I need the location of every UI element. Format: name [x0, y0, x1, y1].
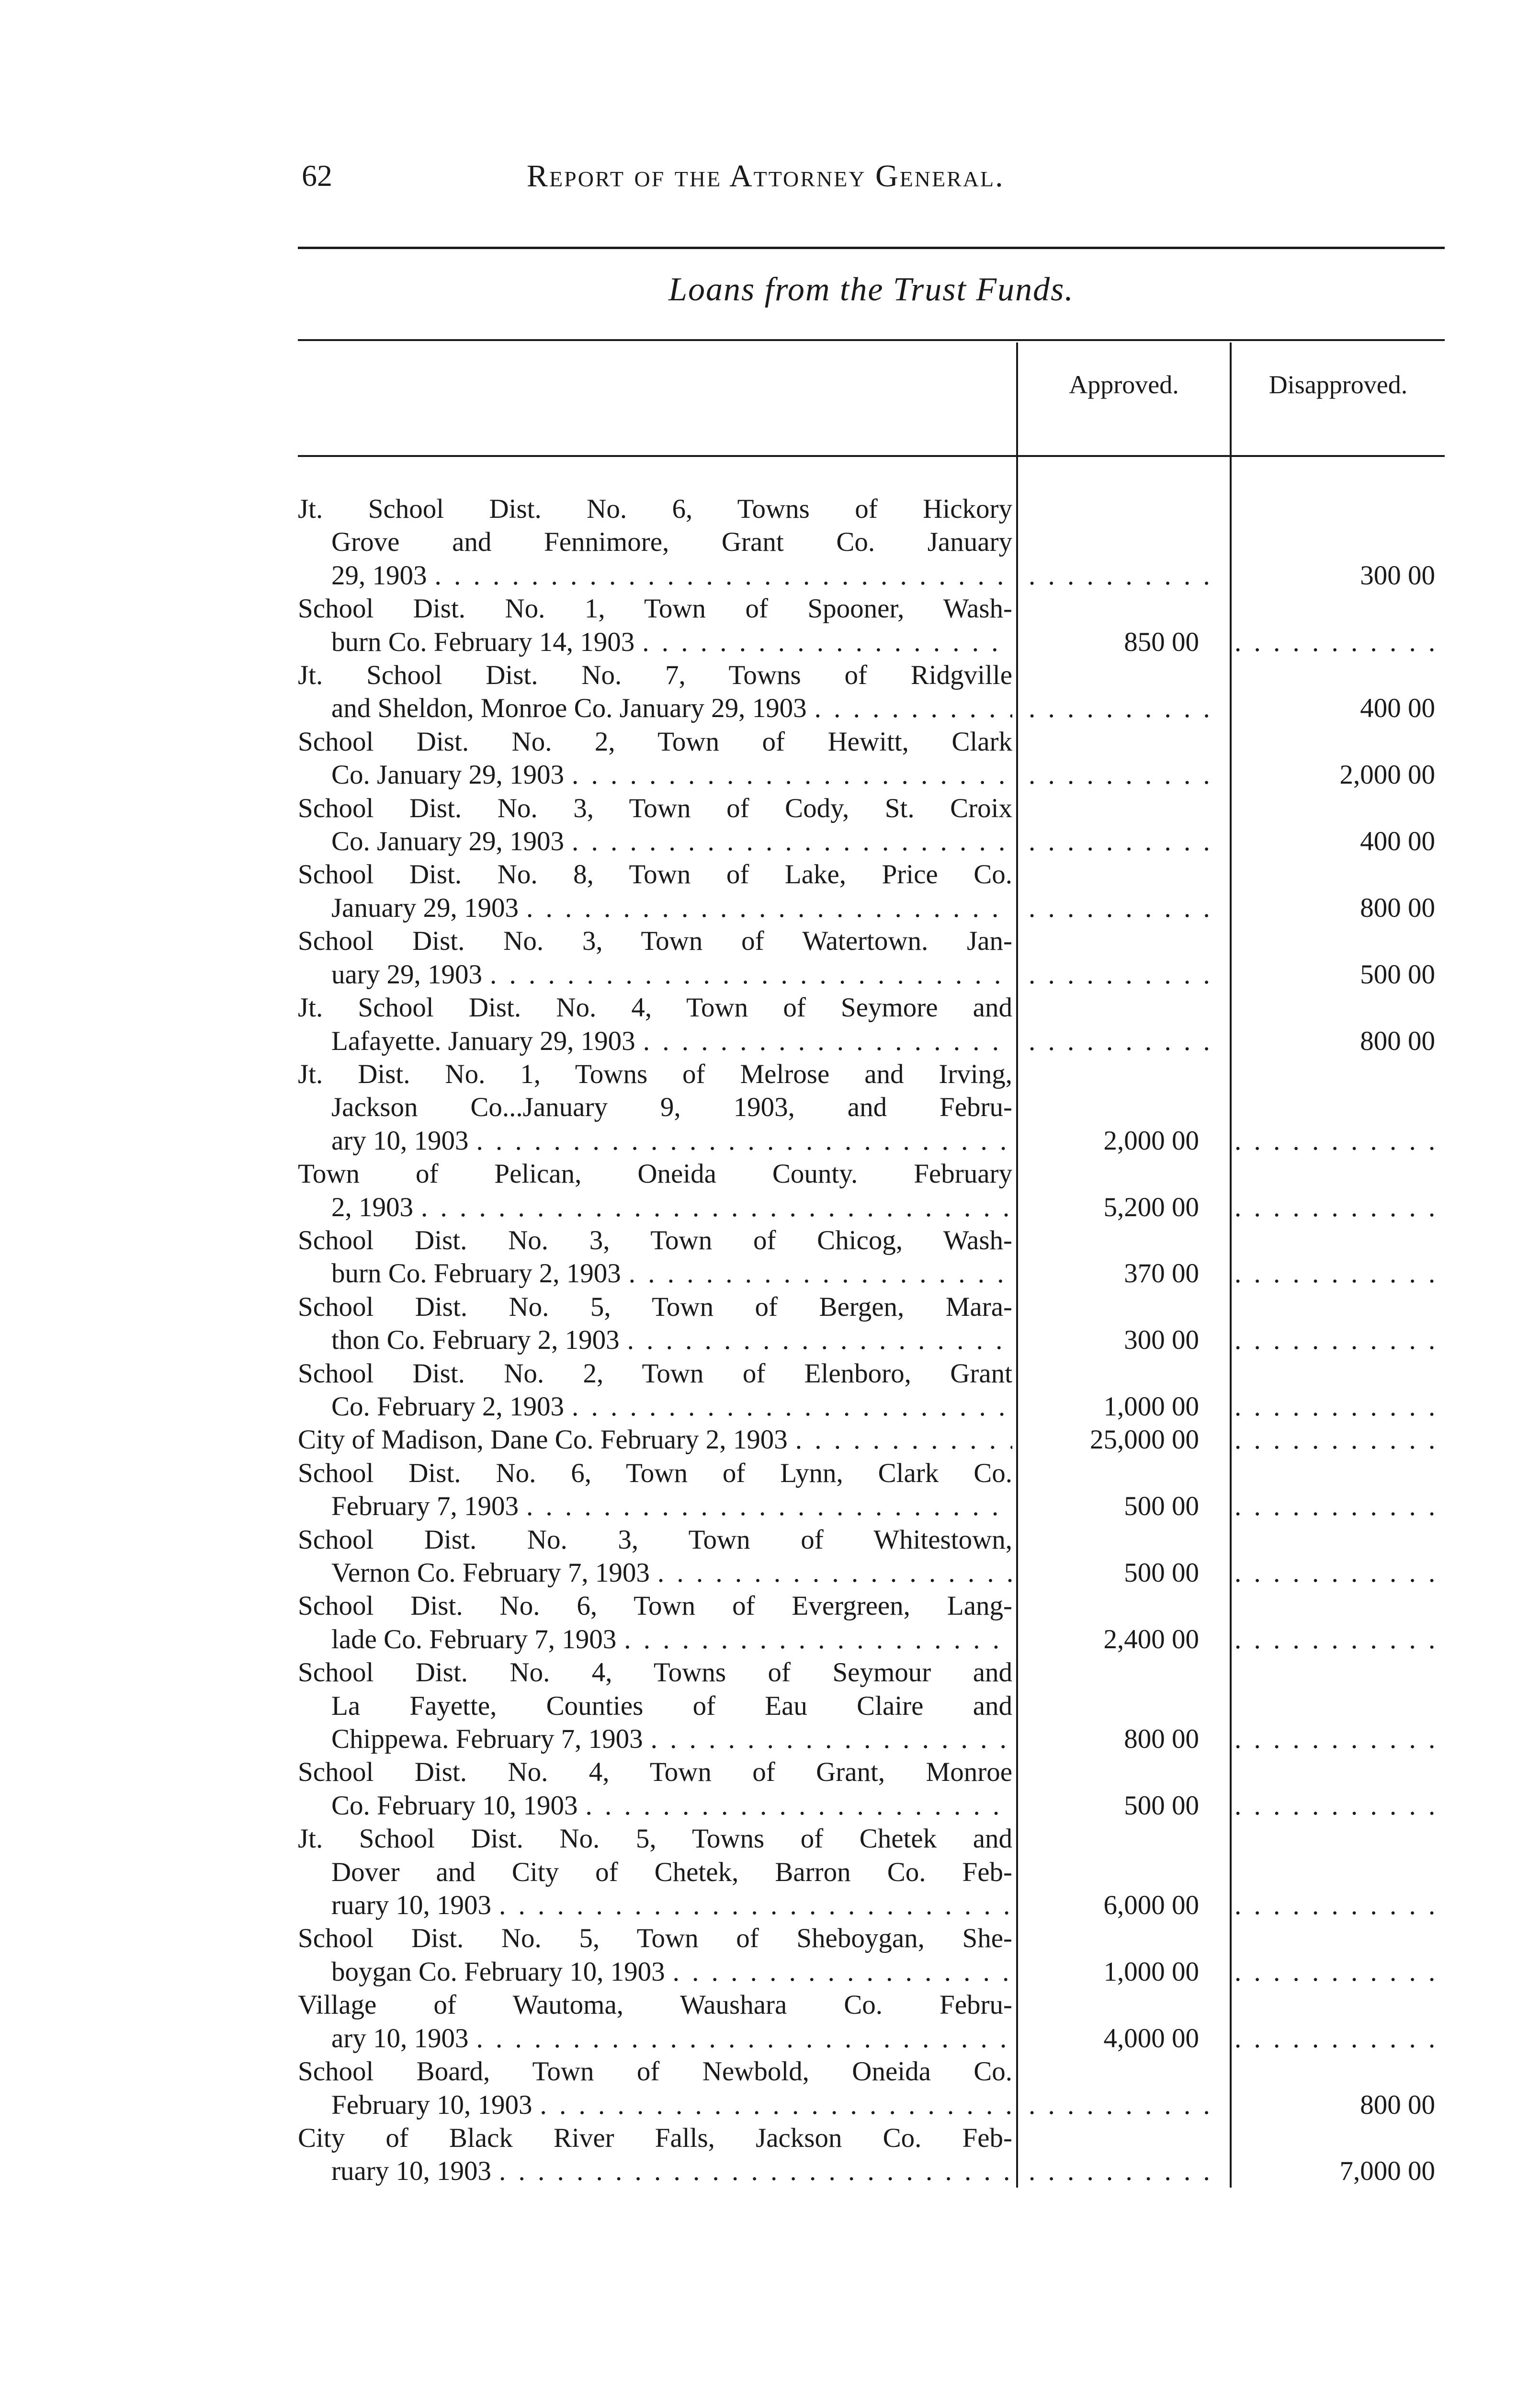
- disapproved-amount: 7,000 00: [1339, 2156, 1435, 2187]
- leader-dots: [635, 1025, 1012, 1058]
- entry-line-text: boygan Co. February 10, 1903: [331, 1956, 665, 1987]
- leader-dots: [621, 1257, 1012, 1290]
- entry-line: [298, 758, 1012, 791]
- entry-line-text: Co. January 29, 1903: [331, 760, 565, 790]
- entry-line: [298, 1955, 1012, 1988]
- leader-dots: [532, 2088, 1012, 2121]
- entry-line: School Dist. No. 3, Town of Watertown. Jan-: [298, 926, 1012, 957]
- entry-line: [298, 1257, 1012, 1290]
- approved-amount: [1016, 825, 1222, 858]
- entry-line: [298, 1191, 1012, 1224]
- entry-description: [298, 2121, 1016, 2188]
- table-row: [298, 858, 1445, 924]
- leader-dots: [564, 758, 1012, 791]
- approved-amount: 500 00: [1124, 1790, 1199, 1821]
- leader-dots: [469, 2022, 1012, 2055]
- entry-line: [298, 825, 1012, 858]
- entry-line-text: Lafayette. January 29, 1903: [331, 1026, 635, 1056]
- entry-line: [298, 559, 1012, 592]
- entry-line: School Dist. No. 1, Town of Spooner, Wash-: [298, 593, 1012, 624]
- entry-line: [298, 1025, 1012, 1058]
- entry-description: [298, 1058, 1016, 1157]
- header-bottom-rule: [298, 455, 1445, 457]
- approved-amount: 800 00: [1124, 1724, 1199, 1755]
- table-row: [298, 1157, 1445, 1224]
- table-row: [298, 792, 1445, 858]
- table-row: [298, 1290, 1445, 1357]
- entry-line: School Dist. No. 5, Town of Bergen, Mara-: [298, 1291, 1012, 1322]
- table-row: [298, 924, 1445, 991]
- entry-line-text: burn Co. February 14, 1903: [331, 627, 635, 657]
- disapproved-amount: 800 00: [1360, 2089, 1435, 2120]
- table-row: [298, 659, 1445, 725]
- entry-line: [298, 1323, 1012, 1357]
- entry-description: [298, 792, 1016, 858]
- entry-line-text: Co. February 2, 1903: [331, 1391, 565, 1422]
- entry-line-text: Co. January 29, 1903: [331, 826, 565, 857]
- disapproved-column-header: Disapproved.: [1268, 370, 1408, 399]
- entry-line-text: uary 29, 1903: [331, 959, 483, 990]
- leader-dots: [564, 825, 1012, 858]
- approved-amount: [1016, 692, 1222, 725]
- entry-description: [298, 592, 1016, 659]
- entry-line: School Dist. No. 2, Town of Hewitt, Clark: [298, 726, 1012, 757]
- entry-line: Jt. Dist. No. 1, Towns of Melrose and Irving,: [298, 1059, 1012, 1089]
- entry-line: [298, 1789, 1012, 1822]
- entry-line-text: ary 10, 1903: [331, 1125, 469, 1156]
- disapproved-amount: [1222, 1124, 1445, 1157]
- entry-line-text: thon Co. February 2, 1903: [331, 1325, 620, 1356]
- table-title: Loans from the Trust Funds.: [668, 271, 1074, 308]
- disapproved-amount: [1222, 1423, 1445, 1456]
- entry-description: [298, 492, 1016, 592]
- approved-amount: 1,000 00: [1103, 1956, 1199, 1987]
- approved-amount: 500 00: [1124, 1558, 1199, 1588]
- entry-description: [298, 1756, 1016, 1822]
- entry-line-text: Chippewa. February 7, 1903: [331, 1724, 643, 1755]
- entry-line: Jt. School Dist. No. 7, Towns of Ridgville: [298, 660, 1012, 691]
- entry-line: [298, 1623, 1012, 1656]
- table-row: [298, 1822, 1445, 1922]
- entry-line-text: City of Madison, Dane Co. February 2, 1903: [298, 1425, 788, 1455]
- disapproved-amount: 2,000 00: [1339, 760, 1435, 790]
- leader-dots: [788, 1423, 1012, 1456]
- approved-amount: 25,000 00: [1090, 1425, 1199, 1455]
- disapproved-amount: [1222, 1722, 1445, 1756]
- table-row: [298, 1058, 1445, 1157]
- entry-line-text: Co. February 10, 1903: [331, 1790, 578, 1821]
- table-row: [298, 1357, 1445, 1424]
- leader-dots: [491, 1889, 1012, 1922]
- table-row: [298, 1756, 1445, 1822]
- disapproved-amount: 800 00: [1360, 892, 1435, 923]
- disapproved-amount: 300 00: [1360, 560, 1435, 591]
- leader-dots: [616, 1623, 1012, 1656]
- entry-line: Village of Wautoma, Waushara Co. Febru-: [298, 1990, 1012, 2020]
- entry-description: [298, 1224, 1016, 1290]
- entry-line: School Dist. No. 4, Towns of Seymour and: [298, 1657, 1012, 1688]
- disapproved-amount: [1222, 1556, 1445, 1589]
- entry-line: [298, 958, 1012, 991]
- approved-amount: 2,000 00: [1103, 1125, 1199, 1156]
- entry-line: Dover and City of Chetek, Barron Co. Feb-: [331, 1857, 1012, 1887]
- table-row: [298, 592, 1445, 659]
- table-row: [298, 991, 1445, 1058]
- entry-line: Jackson Co...January 9, 1903, and Febru-: [331, 1092, 1012, 1123]
- leader-dots: [650, 1556, 1012, 1589]
- approved-amount: 1,000 00: [1103, 1391, 1199, 1422]
- approved-amount: [1016, 2088, 1222, 2121]
- disapproved-amount: [1222, 2022, 1445, 2055]
- entry-description: [298, 991, 1016, 1058]
- leader-dots: [620, 1323, 1012, 1357]
- table-row: [298, 1423, 1445, 1456]
- disapproved-amount: 400 00: [1360, 693, 1435, 724]
- leader-dots: [427, 559, 1013, 592]
- leader-dots: [564, 1390, 1012, 1423]
- approved-amount: 300 00: [1124, 1325, 1199, 1356]
- entry-description: [298, 1290, 1016, 1357]
- entry-line-text: February 7, 1903: [331, 1491, 519, 1522]
- table-row: [298, 1589, 1445, 1656]
- leader-dots: [413, 1191, 1012, 1224]
- disapproved-amount: [1222, 1390, 1445, 1423]
- loans-table-body: [298, 492, 1445, 2188]
- table-row: [298, 1656, 1445, 1756]
- disapproved-amount: [1222, 1889, 1445, 1922]
- table-row: [298, 492, 1445, 592]
- approved-amount: [1016, 891, 1222, 924]
- entry-line: La Fayette, Counties of Eau Claire and: [331, 1690, 1012, 1721]
- approved-amount: 4,000 00: [1103, 2023, 1199, 2053]
- approved-amount: 2,400 00: [1103, 1624, 1199, 1654]
- entry-line: Jt. School Dist. No. 6, Towns of Hickory: [298, 494, 1012, 524]
- table-row: [298, 2121, 1445, 2188]
- entry-line-text: 2, 1903: [331, 1192, 413, 1222]
- leader-dots: [665, 1955, 1012, 1988]
- entry-line: [298, 1490, 1012, 1523]
- leader-dots: [491, 2155, 1012, 2188]
- header-top-rule: [298, 339, 1445, 341]
- disapproved-amount: [1222, 1955, 1445, 1988]
- entry-description: [298, 725, 1016, 792]
- entry-description: [298, 1988, 1016, 2055]
- entry-line: [298, 692, 1012, 725]
- entry-line-text: 29, 1903: [331, 560, 427, 591]
- entry-line: School Dist. No. 6, Town of Lynn, Clark Co.: [298, 1458, 1012, 1488]
- entry-line: School Dist. No. 6, Town of Evergreen, Lang-: [298, 1591, 1012, 1621]
- entry-line-text: January 29, 1903: [331, 892, 519, 923]
- entry-line: School Dist. No. 5, Town of Sheboygan, She-: [298, 1923, 1012, 1954]
- entry-line-text: ruary 10, 1903: [331, 2156, 492, 2187]
- entry-description: [298, 1157, 1016, 1224]
- leader-dots: [519, 1490, 1012, 1523]
- entry-line: [298, 1889, 1012, 1922]
- disapproved-amount: [1222, 1191, 1445, 1224]
- table-row: [298, 2055, 1445, 2121]
- entry-description: [298, 1822, 1016, 1922]
- entry-line: School Dist. No. 3, Town of Chicog, Wash-: [298, 1225, 1012, 1255]
- approved-amount: 5,200 00: [1103, 1192, 1199, 1222]
- leader-dots: [519, 891, 1012, 924]
- entry-description: [298, 1656, 1016, 1756]
- disapproved-amount: [1222, 1789, 1445, 1822]
- entry-line-text: burn Co. February 2, 1903: [331, 1258, 621, 1289]
- disapproved-amount: [1222, 1490, 1445, 1523]
- entry-description: [298, 1922, 1016, 1988]
- approved-amount: [1016, 559, 1222, 592]
- table-row: [298, 1988, 1445, 2055]
- entry-line: [298, 2022, 1012, 2055]
- entry-description: [298, 1357, 1016, 1424]
- entry-description: [298, 659, 1016, 725]
- disapproved-amount: 800 00: [1360, 1026, 1435, 1056]
- entry-description: [298, 1423, 1016, 1456]
- entry-line: Jt. School Dist. No. 4, Town of Seymore and: [298, 992, 1012, 1023]
- entry-line-text: lade Co. February 7, 1903: [331, 1624, 617, 1654]
- entry-line: School Board, Town of Newbold, Oneida Co.: [298, 2056, 1012, 2087]
- entry-line-text: February 10, 1903: [331, 2089, 532, 2120]
- entry-line-text: Vernon Co. February 7, 1903: [331, 1558, 650, 1588]
- approved-amount: [1016, 958, 1222, 991]
- table-row: [298, 725, 1445, 792]
- approved-amount: 850 00: [1124, 627, 1199, 657]
- page-number: 62: [302, 159, 332, 193]
- approved-column-header: Approved.: [1069, 370, 1179, 399]
- leader-dots: [482, 958, 1012, 991]
- disapproved-amount: 400 00: [1360, 826, 1435, 857]
- entry-line: [298, 891, 1012, 924]
- disapproved-amount: 500 00: [1360, 959, 1435, 990]
- entry-line: Jt. School Dist. No. 5, Towns of Chetek and: [298, 1824, 1012, 1854]
- disapproved-amount: [1222, 1323, 1445, 1357]
- table-row: [298, 1523, 1445, 1590]
- entry-description: [298, 858, 1016, 924]
- leader-dots: [643, 1722, 1012, 1756]
- entry-line: School Dist. No. 4, Town of Grant, Monroe: [298, 1757, 1012, 1788]
- entry-line: School Dist. No. 2, Town of Elenboro, Grant: [298, 1358, 1012, 1389]
- disapproved-amount: [1222, 1623, 1445, 1656]
- entry-line: [298, 626, 1012, 659]
- leader-dots: [469, 1124, 1012, 1157]
- table-row: [298, 1457, 1445, 1523]
- top-rule: [298, 247, 1445, 249]
- approved-amount: [1016, 758, 1222, 791]
- entry-line: School Dist. No. 3, Town of Cody, St. Croix: [298, 793, 1012, 823]
- entry-description: [298, 1523, 1016, 1590]
- entry-line: [298, 2155, 1012, 2188]
- entry-line-text: ary 10, 1903: [331, 2023, 469, 2053]
- entry-line: [298, 1390, 1012, 1423]
- entry-description: [298, 2055, 1016, 2121]
- entry-line: [298, 1423, 1012, 1456]
- entry-line: City of Black River Falls, Jackson Co. Feb-: [298, 2122, 1012, 2153]
- entry-description: [298, 1589, 1016, 1656]
- approved-amount: 500 00: [1124, 1491, 1199, 1522]
- entry-line: Town of Pelican, Oneida County. February: [298, 1159, 1012, 1189]
- entry-description: [298, 1457, 1016, 1523]
- entry-line: [298, 1722, 1012, 1756]
- disapproved-amount: [1222, 626, 1445, 659]
- entry-line: [298, 2088, 1012, 2121]
- entry-line: School Dist. No. 8, Town of Lake, Price Co.: [298, 859, 1012, 890]
- table-row: [298, 1922, 1445, 1988]
- disapproved-amount: [1222, 1257, 1445, 1290]
- entry-line-text: and Sheldon, Monroe Co. January 29, 1903: [331, 693, 807, 724]
- leader-dots: [807, 692, 1012, 725]
- entry-line: [298, 1556, 1012, 1589]
- approved-amount: 6,000 00: [1103, 1890, 1199, 1921]
- leader-dots: [634, 626, 1012, 659]
- running-head: Report of the Attorney General.: [527, 159, 1005, 194]
- approved-amount: 370 00: [1124, 1258, 1199, 1289]
- table-row: [298, 1224, 1445, 1290]
- approved-amount: [1016, 1025, 1222, 1058]
- entry-description: [298, 924, 1016, 991]
- entry-line: [298, 1124, 1012, 1157]
- entry-line: School Dist. No. 3, Town of Whitestown,: [298, 1524, 1012, 1555]
- entry-line-text: ruary 10, 1903: [331, 1890, 492, 1921]
- leader-dots: [578, 1789, 1012, 1822]
- approved-amount: [1016, 2155, 1222, 2188]
- entry-line: Grove and Fennimore, Grant Co. January: [331, 527, 1012, 558]
